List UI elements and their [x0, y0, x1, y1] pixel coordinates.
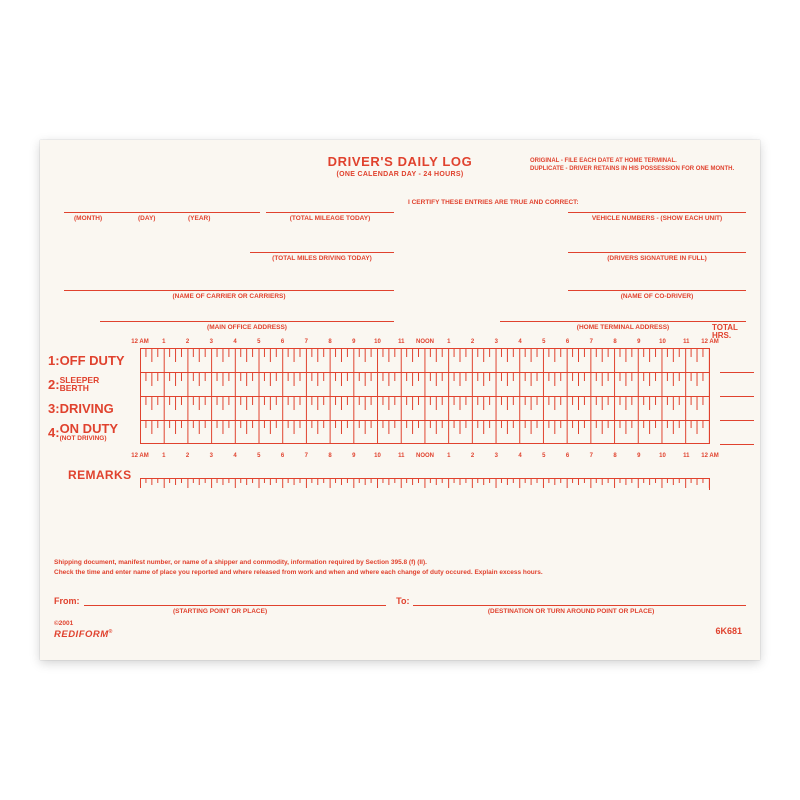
- instruction-notes: [54, 558, 744, 577]
- home-terminal-blank-line: [500, 321, 746, 322]
- total-hrs-blank-driving: [720, 420, 754, 421]
- total-hrs-label: TOTAL HRS.: [712, 323, 738, 340]
- hour-label: 12 AM: [131, 339, 149, 345]
- to-group: [396, 596, 746, 615]
- total-mileage-label: (TOTAL MILEAGE TODAY): [289, 215, 371, 222]
- hour-label: 9: [352, 453, 356, 459]
- row-number: 4:: [48, 424, 60, 440]
- hour-label: 8: [613, 339, 617, 345]
- vehicle-numbers-blank-line: [568, 212, 746, 213]
- main-office-label: (MAIN OFFICE ADDRESS): [207, 324, 287, 331]
- hour-label: 3: [209, 339, 213, 345]
- hour-label: 7: [304, 339, 308, 345]
- row-label-driving: [48, 396, 140, 420]
- row-label-text: DRIVING: [59, 400, 114, 416]
- hour-label: 1: [162, 453, 166, 459]
- co-driver-label: (NAME OF CO-DRIVER): [620, 293, 694, 300]
- form-number: 6K681: [715, 626, 742, 636]
- carrier-label: (NAME OF CARRIER OR CARRIERS): [172, 293, 286, 300]
- co-driver-blank-line: [568, 290, 746, 291]
- remarks-label: REMARKS: [68, 468, 132, 482]
- row-label-on-duty: [48, 420, 140, 444]
- hour-label: 10: [659, 339, 666, 345]
- hour-label: 4: [233, 453, 237, 459]
- time-grid-off-duty: [140, 348, 710, 372]
- hour-label: 8: [328, 453, 332, 459]
- hour-label: 3: [494, 339, 498, 345]
- registered-mark: ®: [108, 629, 113, 635]
- main-office-blank-line: [100, 321, 394, 322]
- hour-label: NOON: [416, 453, 434, 459]
- row-sublabel-text: BERTH: [59, 383, 89, 393]
- hour-label: 7: [589, 339, 593, 345]
- hour-label: 3: [209, 453, 213, 459]
- total-mileage-blank-line: [266, 212, 394, 213]
- distribution-notes: [530, 157, 755, 173]
- hour-scale-top: [131, 334, 719, 345]
- from-group: [54, 596, 386, 615]
- day-label: (DAY): [138, 215, 156, 222]
- hour-label: 5: [542, 339, 546, 345]
- hour-label: 4: [233, 339, 237, 345]
- year-label: (YEAR): [188, 215, 211, 222]
- from-label: From:: [54, 596, 80, 606]
- row-label-text: SLEEPER: [59, 374, 100, 385]
- time-grid-sleeper-berth: [140, 372, 710, 396]
- row-sublabel-text: (NOT DRIVING): [59, 435, 107, 442]
- row-number: 2:: [48, 376, 60, 392]
- hour-label: 8: [613, 453, 617, 459]
- total-hrs-blank-off-duty: [720, 372, 754, 373]
- hour-label: 2: [185, 453, 190, 459]
- from-sublabel: (STARTING POINT OR PLACE): [173, 608, 268, 615]
- hour-label: 9: [637, 339, 641, 345]
- home-terminal-label: (HOME TERMINAL ADDRESS): [576, 324, 670, 331]
- hour-label: 6: [280, 339, 285, 345]
- hour-label: 4: [518, 339, 522, 345]
- hour-label: 11: [683, 339, 690, 345]
- vehicle-numbers-label: VEHICLE NUMBERS - (SHOW EACH UNIT): [591, 215, 723, 222]
- hour-label: 12 AM: [131, 453, 149, 459]
- hour-label: 11: [398, 453, 405, 459]
- hour-label: 2: [470, 453, 475, 459]
- signature-blank-line: [568, 252, 746, 253]
- row-number: 3:: [48, 400, 60, 416]
- hour-label: 6: [565, 453, 570, 459]
- hour-label: 10: [374, 453, 381, 459]
- hour-label: 9: [637, 453, 641, 459]
- hour-label: 6: [280, 453, 285, 459]
- hour-label: 1: [447, 453, 451, 459]
- hour-label: 10: [374, 339, 381, 345]
- hour-label: 3: [494, 453, 498, 459]
- hour-label: 5: [257, 453, 261, 459]
- hour-label: 9: [352, 339, 356, 345]
- duplicate-note: DUPLICATE - DRIVER RETAINS IN HIS POSSESSION FOR ONE MONTH.: [530, 166, 735, 172]
- from-line: [54, 596, 386, 606]
- hour-label: NOON: [416, 339, 434, 345]
- total-miles-driving-blank-line: [250, 252, 394, 253]
- form-subtitle: (ONE CALENDAR DAY - 24 HOURS): [336, 171, 464, 178]
- total-miles-driving-label: (TOTAL MILES DRIVING TODAY): [272, 255, 372, 262]
- certify-statement: I CERTIFY THESE ENTRIES ARE TRUE AND CORRECT:: [408, 199, 579, 206]
- hour-label: 1: [447, 339, 451, 345]
- row-number: 1:: [48, 352, 60, 368]
- hour-label: 6: [565, 339, 570, 345]
- row-label-off-duty: [48, 348, 140, 372]
- total-hrs-blank-sleeper-berth: [720, 396, 754, 397]
- hour-label: 2: [185, 339, 190, 345]
- hour-label: 10: [659, 453, 666, 459]
- remarks-tick-strip: [140, 478, 710, 490]
- hour-label: 12 AM: [701, 339, 719, 345]
- brand-name: REDIFORM: [54, 629, 109, 641]
- form-title: DRIVER'S DAILY LOG: [327, 154, 473, 169]
- total-hrs-blank-on-duty: [720, 444, 754, 445]
- signature-label: (DRIVERS SIGNATURE IN FULL): [607, 255, 707, 262]
- hour-label: 5: [257, 339, 261, 345]
- hour-label: 5: [542, 453, 546, 459]
- carrier-blank-line: [64, 290, 394, 291]
- hour-label: 1: [162, 339, 166, 345]
- rediform-logo: [54, 629, 113, 640]
- month-label: (MONTH): [74, 215, 103, 222]
- row-label-text: ON DUTY: [59, 421, 119, 436]
- original-note: ORIGINAL - FILE EACH DATE AT HOME TERMINAL.: [530, 158, 677, 164]
- from-to-row: [54, 596, 746, 615]
- to-sublabel: (DESTINATION OR TURN AROUND POINT OR PLACE): [487, 608, 655, 615]
- time-grid-on-duty: [140, 420, 710, 444]
- from-blank-line: [84, 596, 387, 606]
- hour-label: 8: [328, 339, 332, 345]
- note-line-1: Shipping document, manifest number, or name of a shipper and commodity, information required by Section 395.8 (f) (II).: [54, 559, 427, 566]
- hour-label: 7: [304, 453, 308, 459]
- copyright: ©2001: [54, 620, 74, 627]
- hour-label: 2: [470, 339, 475, 345]
- date-blank-line: [64, 212, 260, 213]
- hour-scale-bottom: [131, 448, 719, 459]
- to-blank-line: [413, 596, 746, 606]
- hour-label: 4: [518, 453, 522, 459]
- to-label: To:: [396, 596, 410, 606]
- row-label-text: OFF DUTY: [59, 352, 125, 368]
- hour-label: 12 AM: [701, 453, 719, 459]
- row-label-sleeper-berth: [48, 372, 140, 396]
- drivers-daily-log-form: [40, 140, 760, 660]
- to-line: [396, 596, 746, 606]
- time-grid-driving: [140, 396, 710, 420]
- hour-label: 11: [683, 453, 690, 459]
- hour-label: 7: [589, 453, 593, 459]
- note-line-2: Check the time and enter name of place you reported and where released from work and when and where each change of duty occured. Explain excess hours.: [54, 568, 543, 576]
- hour-label: 11: [398, 339, 405, 345]
